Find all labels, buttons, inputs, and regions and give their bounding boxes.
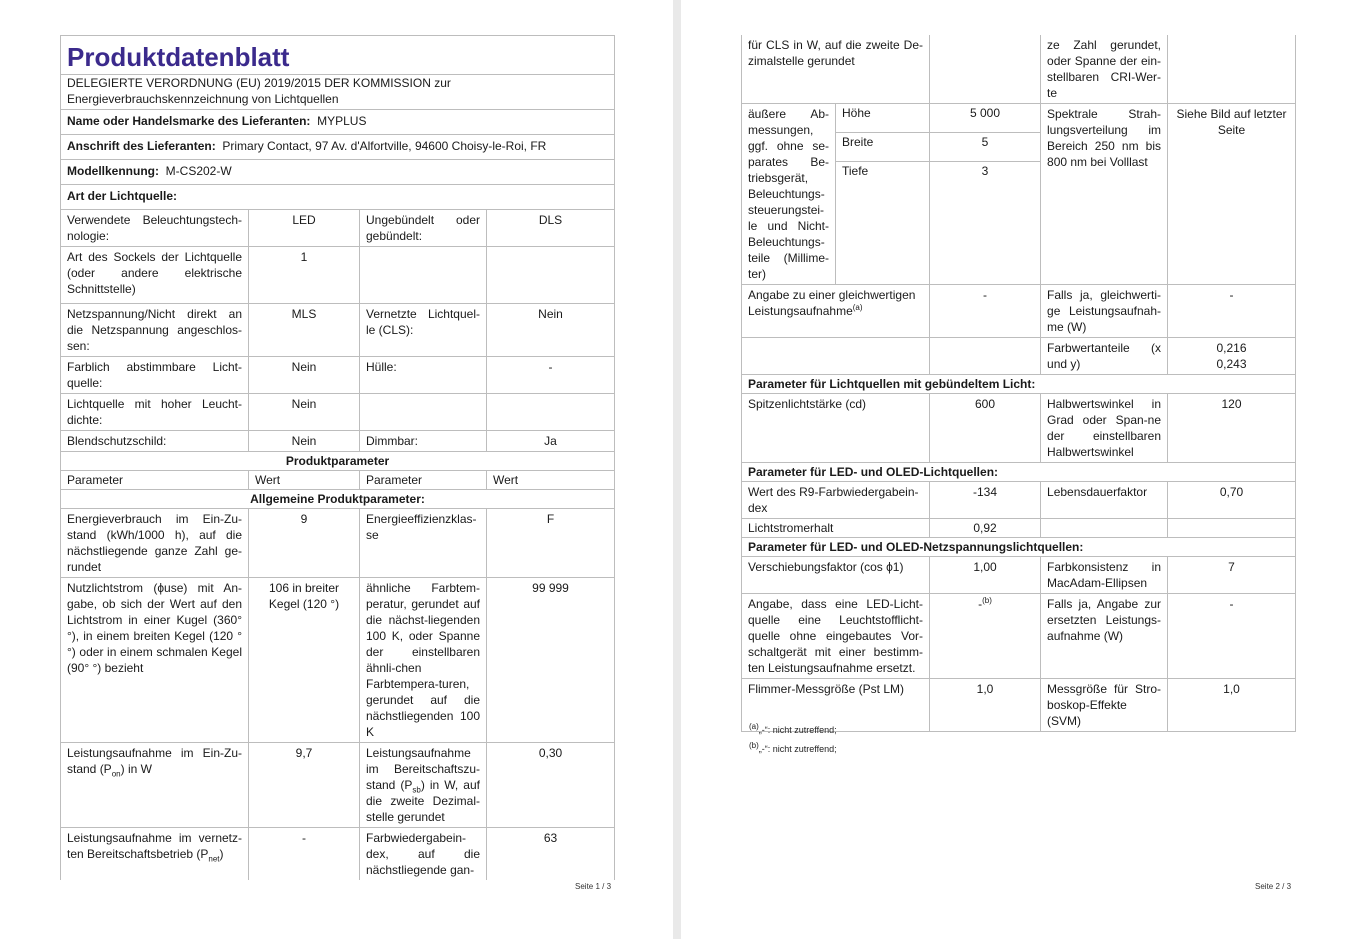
light-source-type-header: Art der Lichtquelle: xyxy=(61,185,615,210)
footnote-a-mark: (a) xyxy=(749,722,759,731)
param-cell: für CLS in W, auf die zweite De-zimalstelle gerundet xyxy=(742,35,930,104)
product-params-header: Produktparameter xyxy=(61,452,615,471)
param-cell: Spektrale Strah-lungsverteilung im Bereich 250 nm bis 800 nm bei Volllast xyxy=(1041,104,1168,285)
param-cell: Angabe, dass eine LED-Licht-quelle eine Leuchtstofflicht-quelle ohne eingebautes Vor-schaltgerät mit einer bestimm-ten Leistungsaufnahme ersetzt. xyxy=(742,594,930,679)
param-cell: Lichtquelle mit hoher Leucht-dichte: xyxy=(61,394,249,431)
value-cell: DLS xyxy=(487,210,615,247)
table-row xyxy=(61,210,615,247)
table-row xyxy=(61,828,615,881)
dimension-value: 3 xyxy=(930,162,1041,285)
value-cell: 106 in breiter Kegel (120 °) xyxy=(249,578,360,743)
param-cell xyxy=(1041,519,1168,538)
param-cell: Verwendete Beleuchtungstech-nologie: xyxy=(61,210,249,247)
param-cell: Energieverbrauch im Ein-Zu-stand (kWh/1000 h), auf die nächstliegende ganze Zahl ge-rundet xyxy=(61,509,249,578)
value-cell: 9,7 xyxy=(249,743,360,828)
param-cell: Verschiebungsfaktor (cos ϕ1) xyxy=(742,557,930,594)
param-cell xyxy=(61,743,249,828)
column-header-row xyxy=(61,471,615,490)
param-cell: Vernetzte Lichtquel-le (CLS): xyxy=(360,304,487,357)
directional-params-header: Parameter für Lichtquellen mit gebündeltem Licht: xyxy=(742,375,1296,394)
table-row xyxy=(742,519,1296,538)
footnote-a-text: „-“: nicht zutreffend; xyxy=(758,725,837,735)
param-cell: Nutzlichtstrom (ϕuse) mit An-gabe, ob sich der Wert auf den Lichtstrom in einer Kugel (360° °), in einem breiten Kegel (120 °°) oder in einem schmalen Kegel (90° °) bezieht xyxy=(61,578,249,743)
value-cell: Nein xyxy=(249,431,360,452)
dimension-name: Tiefe xyxy=(836,162,930,285)
table-row xyxy=(61,431,615,452)
param-cell: Spitzenlichtstärke (cd) xyxy=(742,394,930,463)
value-cell xyxy=(1168,519,1296,538)
param-cell: ähnliche Farbtem-peratur, gerundet auf die nächst-liegenden 100 K, oder Spanne der einstellbaren ähnli-chen Farbtempera-turen, gerundet auf die nächstliegenden 100 K xyxy=(360,578,487,743)
param-cell: Halbwertswinkel in Grad oder Span-ne der einstellbaren Halbwertswinkel xyxy=(1041,394,1168,463)
model-row xyxy=(61,160,615,185)
dimension-name: Breite xyxy=(836,133,930,162)
value-cell: -134 xyxy=(930,482,1041,519)
value-cell: F xyxy=(487,509,615,578)
column-header-param: Parameter xyxy=(360,471,487,490)
value-cell: Nein xyxy=(249,394,360,431)
column-header-param: Parameter xyxy=(61,471,249,490)
dimension-value: 5 xyxy=(930,133,1041,162)
model-label: Modellkennung: xyxy=(67,164,159,178)
value-cell: - xyxy=(487,357,615,394)
param-cell: Farbwertanteile (x und y) xyxy=(1041,338,1168,375)
general-params-header: Allgemeine Produktparameter: xyxy=(61,490,615,509)
table-row xyxy=(61,357,615,394)
footnote-ref-b: (b) xyxy=(982,596,992,605)
table-row xyxy=(61,509,615,578)
supplier-address: Primary Contact, 97 Av. d'Alfortville, 94600 Choisy-le-Roi, FR xyxy=(222,139,547,153)
value-cell: 9 xyxy=(249,509,360,578)
value-cell: 63 xyxy=(487,828,615,881)
value-cell xyxy=(930,594,1041,679)
param-cell: Blendschutzschild: xyxy=(61,431,249,452)
page-number: Seite 2 / 3 xyxy=(1255,882,1292,891)
table-row xyxy=(61,304,615,357)
table-row xyxy=(742,285,1296,338)
value-cell xyxy=(1168,35,1296,104)
dimension-value: 5 000 xyxy=(930,104,1041,133)
param-cell: Netzspannung/Nicht direkt an die Netzspannung angeschlos-sen: xyxy=(61,304,249,357)
column-header-value: Wert xyxy=(249,471,360,490)
table-row xyxy=(742,104,1296,133)
table-row xyxy=(61,394,615,431)
param-cell: Farbkonsistenz in MacAdam-Ellipsen xyxy=(1041,557,1168,594)
param-cell: Wert des R9-Farbwiedergabein-dex xyxy=(742,482,930,519)
mains-led-params-header: Parameter für LED- und OLED-Netzspannungslichtquellen: xyxy=(742,538,1296,557)
value-cell: 0,92 xyxy=(930,519,1041,538)
footnote-b-mark: (b) xyxy=(749,741,759,750)
value-cell: Nein xyxy=(249,357,360,394)
param-cell xyxy=(360,743,487,828)
param-cell: Falls ja, gleichwerti-ge Leistungsaufnah-me (W) xyxy=(1041,285,1168,338)
table-row xyxy=(742,394,1296,463)
value-cell: Nein xyxy=(487,304,615,357)
footnote-ref-a: (a) xyxy=(852,303,863,312)
value-cell xyxy=(930,35,1041,104)
value-cell: 7 xyxy=(1168,557,1296,594)
value-cell xyxy=(487,394,615,431)
value-cell: - xyxy=(1168,594,1296,679)
standby-sub: sb xyxy=(412,785,421,795)
datasheet-table-page-2 xyxy=(741,35,1296,732)
model-id: M-CS202-W xyxy=(165,164,232,178)
networked-label: Leistungsaufnahme im vernetz-ten Bereitschaftsbetrieb (P xyxy=(67,831,242,861)
value-cell xyxy=(1168,338,1296,375)
param-cell: Farblich abstimmbare Licht-quelle: xyxy=(61,357,249,394)
value-cell: 0,70 xyxy=(1168,482,1296,519)
led-params-header: Parameter für LED- und OLED-Lichtquellen: xyxy=(742,463,1296,482)
footnote-b xyxy=(749,743,837,755)
table-row xyxy=(742,594,1296,679)
param-cell xyxy=(742,285,930,338)
value-cell: MLS xyxy=(249,304,360,357)
power-on-label: Leistungsaufnahme im Ein-Zu-stand (P xyxy=(67,746,242,776)
page-2 xyxy=(681,0,1349,939)
param-cell: äußere Ab-messungen, ggf. ohne se-parates Be-triebsgerät, Beleuchtungs-steuerungstei-le und Nicht-Beleuchtungs-teile (Millime-ter) xyxy=(742,104,836,285)
footnote-a xyxy=(749,724,837,736)
page-number: Seite 1 / 3 xyxy=(575,882,612,891)
networked-suffix: ) xyxy=(219,847,224,861)
value-cell: 120 xyxy=(1168,394,1296,463)
value-cell: 600 xyxy=(930,394,1041,463)
supplier-name: MYPLUS xyxy=(317,114,367,128)
value-cell: Siehe Bild auf letzter Seite xyxy=(1168,104,1296,285)
power-on-suffix: ) in W xyxy=(120,762,152,776)
value-cell: 0,30 xyxy=(487,743,615,828)
param-cell: Dimmbar: xyxy=(360,431,487,452)
value-cell: - xyxy=(1168,285,1296,338)
table-row xyxy=(61,578,615,743)
dimension-name: Höhe xyxy=(836,104,930,133)
page-1 xyxy=(0,0,673,939)
page-title: Produktdatenblatt xyxy=(61,36,615,75)
replace-value: - xyxy=(978,597,983,611)
supplier-name-row xyxy=(61,110,615,135)
param-cell xyxy=(360,394,487,431)
standby-suffix: ) in W, auf die zweite Dezimal-stelle gerundet xyxy=(366,778,480,824)
value-cell: 1,00 xyxy=(930,557,1041,594)
param-cell: Hülle: xyxy=(360,357,487,394)
value-cell: - xyxy=(249,828,360,881)
column-header-value: Wert xyxy=(487,471,615,490)
table-row xyxy=(742,482,1296,519)
chroma-y: 0,243 xyxy=(1216,357,1247,371)
supplier-name-label: Name oder Handelsmarke des Lieferanten: xyxy=(67,114,311,128)
param-cell: Farbwiedergabein-dex, auf die nächstliegende gan- xyxy=(360,828,487,881)
param-cell: Flimmer-Messgröße (Pst LM) xyxy=(742,679,930,732)
value-cell: 1,0 xyxy=(930,679,1041,732)
chroma-x: 0,216 xyxy=(1216,341,1247,355)
footnote-b-text: „-“: nicht zutreffend; xyxy=(758,744,837,754)
table-row xyxy=(61,743,615,828)
param-cell xyxy=(360,247,487,304)
param-cell: Lichtstromerhalt xyxy=(742,519,930,538)
table-row xyxy=(742,35,1296,104)
value-cell: Ja xyxy=(487,431,615,452)
value-cell xyxy=(930,338,1041,375)
param-cell: Messgröße für Stro-boskop-Effekte (SVM) xyxy=(1041,679,1168,732)
table-row xyxy=(742,557,1296,594)
equiv-label: Angabe zu einer gleichwertigen Leistungsaufnahme xyxy=(748,288,916,318)
param-cell: ze Zahl gerundet, oder Spanne der ein-stellbaren CRI-Wer-te xyxy=(1041,35,1168,104)
value-cell: LED xyxy=(249,210,360,247)
param-cell: Art des Sockels der Lichtquelle (oder andere elektrische Schnittstelle) xyxy=(61,247,249,304)
supplier-address-label: Anschrift des Lieferanten: xyxy=(67,139,216,153)
table-row xyxy=(61,247,615,304)
table-row xyxy=(742,338,1296,375)
networked-sub: net xyxy=(208,854,220,864)
param-cell: Falls ja, Angabe zur ersetzten Leistungs-aufnahme (W) xyxy=(1041,594,1168,679)
power-on-sub: on xyxy=(111,769,121,779)
value-cell xyxy=(487,247,615,304)
supplier-address-row xyxy=(61,135,615,160)
value-cell: - xyxy=(930,285,1041,338)
param-cell xyxy=(61,828,249,881)
param-cell: Lebensdauerfaktor xyxy=(1041,482,1168,519)
datasheet-table-page-1 xyxy=(60,35,615,880)
param-cell xyxy=(742,338,930,375)
value-cell: 1 xyxy=(249,247,360,304)
regulation-subtitle: DELEGIERTE VERORDNUNG (EU) 2019/2015 DER KOMMISSION zur Energieverbrauchskennzeichnung von Lichtquellen xyxy=(61,75,615,110)
standby-label: Leistungsaufnahme im Bereitschaftszu-stand (P xyxy=(366,746,480,792)
param-cell: Energieeffizienzklas-se xyxy=(360,509,487,578)
param-cell: Ungebündelt oder gebündelt: xyxy=(360,210,487,247)
value-cell: 1,0 xyxy=(1168,679,1296,732)
value-cell: 99 999 xyxy=(487,578,615,743)
